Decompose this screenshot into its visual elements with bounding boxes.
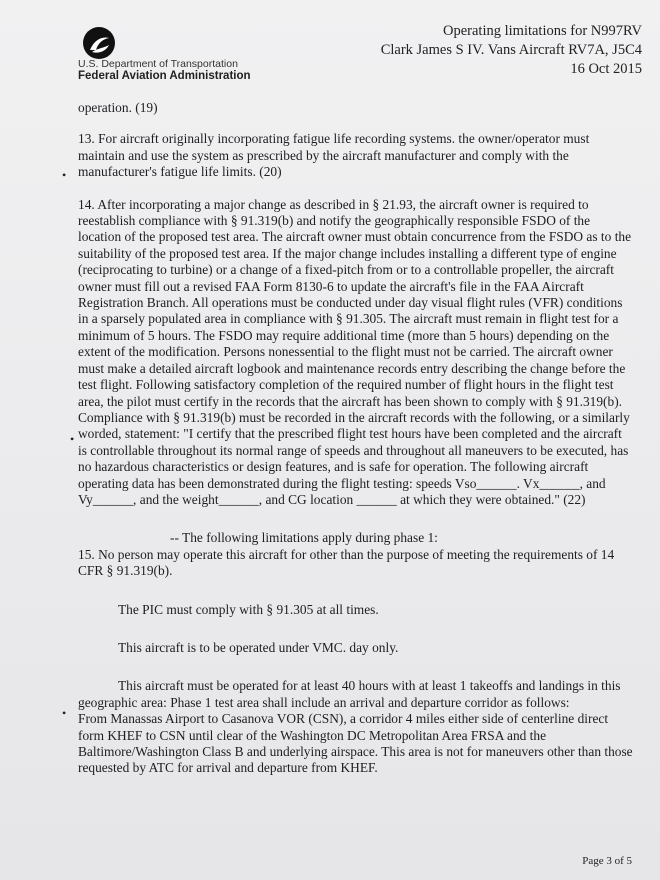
page-number: Page 3 of 5	[582, 855, 632, 867]
paragraph-vmc: This aircraft is to be operated under VMC. day only.	[118, 639, 399, 655]
document-header	[381, 22, 642, 79]
department-name: U.S. Department of Transportation	[78, 58, 238, 70]
paragraph-pic: The PIC must comply with § 91.305 at all times.	[118, 601, 379, 617]
agency-block	[78, 58, 251, 82]
paragraph-corridor: From Manassas Airport to Casanova VOR (CSN), a corridor 4 miles either side of centerline direct form KHEF to CSN until clear of the Washington DC Metropolitan Area FRSA and the Baltimore/Washington Class B and underlying airspace. This area is not for maneuvers other than those requested by ATC for arrival and departure from KHEF.	[78, 711, 633, 776]
document-body	[78, 100, 634, 777]
paragraph-hours: This aircraft must be operated for at least 40 hours with at least 1 takeoffs and landings in this geographic area: Phase 1 test area shall include an arrival and departure corridor as follows:	[78, 678, 621, 710]
paragraph-continuation: operation. (19)	[78, 100, 158, 115]
margin-mark-icon: •	[70, 432, 75, 446]
margin-mark-icon: •	[62, 168, 67, 182]
header-title: Operating limitations for N997RV	[443, 23, 642, 39]
paragraph-14: 14. After incorporating a major change as described in § 21.93, the aircraft owner is required to reestablish compliance with § 91.319(b) and notify the geographically responsible FSDO of the location of the proposed test area. The aircraft owner must obtain concurrence from the FSDO as to the suitability of the proposed test area. If the major change includes installing a different type of engine (reciprocating to turbine) or a change of a fixed-pitch from or to a controllable propeller, the aircraft owner must fill out a revised FAA Form 8130-6 to update the aircraft's file in the FAA Aircraft Registration Branch. All operations must be conducted under day visual flight rules (VFR) conditions in a sparsely populated area in compliance with § 91.305. The aircraft must remain in flight test for a minimum of 5 hours. The FSDO may require additional time (more than 5 hours) depending on the extent of the modification. Persons nonessential to the flight must not be carried. The aircraft owner must make a detailed aircraft logbook and maintenance records entry describing the change before the test flight. Following satisfactory completion of the required number of flight hours in the flight test area, the pilot must certify in the records that the aircraft has been shown to comply with § 91.319(b). Compliance with § 91.319(b) must be recorded in the aircraft records with the following, or a similarly worded, statement: "I certify that the prescribed flight test hours have been completed and the aircraft is controllable throughout its normal range of speeds and throughout all maneuvers to be executed, has no hazardous characteristics or design features, and is safe for operation. The following aircraft operating data has been demonstrated during the flight testing: speeds Vso______. Vx______, and Vy______, and the weight______, and CG location ______ at which they were obtained." (22)	[78, 196, 632, 507]
header-subtitle: Clark James S IV. Vans Aircraft RV7A, J5C4	[380, 42, 642, 58]
agency-name: Federal Aviation Administration	[78, 70, 251, 82]
phase-heading: -- The following limitations apply during phase 1:	[170, 530, 438, 546]
paragraph-15: 15. No person may operate this aircraft for other than the purpose of meeting the requirements of 14 CFR § 91.319(b).	[78, 546, 615, 579]
margin-mark-icon: •	[62, 706, 67, 720]
paragraph-13: 13. For aircraft originally incorporating fatigue life recording systems. the owner/operator must maintain and use the system as prescribed by the aircraft manufacturer and comply with the manufacturer's fatigue life limits. (20)	[78, 131, 590, 180]
dot-logo-icon	[82, 26, 116, 60]
header-date: 16 Oct 2015	[570, 61, 642, 77]
